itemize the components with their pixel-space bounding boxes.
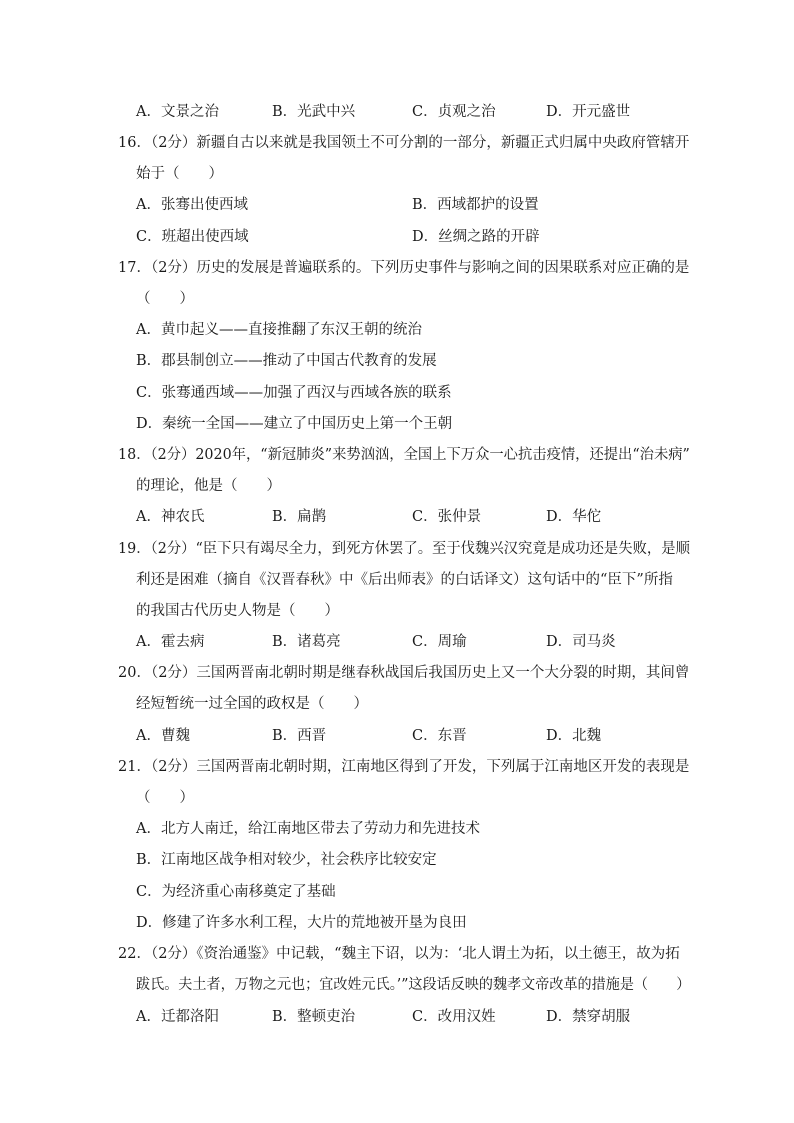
question-text: 22．（2分）《资治通鉴》中记载，“魏主下诏，以为：‘北人谓土为拓，以土德王，故为拓 [118, 946, 680, 962]
option-d: D．华佗 [546, 509, 602, 525]
option-b: B．整顿吏治 [272, 1009, 356, 1025]
option-d: D．丝绸之路的开辟 [412, 229, 540, 245]
option-c: C．改用汉姓 [412, 1009, 496, 1025]
question-text: 19．（2分）“臣下只有竭尽全力，到死方休罢了。至于伐魏兴汉究竟是成功还是失败，是顺 [118, 541, 690, 557]
question-text-cont: （ ） [136, 291, 194, 307]
option-a: A．迁都洛阳 [136, 1009, 219, 1025]
option-a: A．霍去病 [136, 634, 205, 650]
option-a: A．神农氏 [136, 509, 205, 525]
option-d: D．秦统一全国——建立了中国历史上第一个王朝 [136, 416, 453, 432]
option-b: B．诸葛亮 [272, 634, 341, 650]
option-b: B．江南地区战争相对较少，社会秩序比较安定 [136, 852, 437, 868]
option-d: D．北魏 [546, 728, 602, 744]
option-c: C．张仲景 [412, 509, 482, 525]
option-d: D．开元盛世 [546, 104, 631, 120]
question-text: 20．（2分）三国两晋南北朝时期是继春秋战国后我国历史上又一个大分裂的时期，其间曾 [118, 665, 690, 681]
option-c: C．班超出使西域 [136, 229, 249, 245]
option-a: A．曹魏 [136, 728, 190, 744]
question-text-cont: 跋氏。夫土者，万物之元也；宜改姓元氏。’”这段话反映的魏孝文帝改革的措施是（ ） [136, 977, 691, 993]
question-text-cont: 始于（ ） [136, 166, 223, 182]
option-a: A．北方人南迁，给江南地区带去了劳动力和先进技术 [136, 821, 480, 837]
option-b: B．扁鹊 [272, 509, 327, 525]
option-c: C．为经济重心南移奠定了基础 [136, 884, 336, 900]
option-a: A．张骞出使西域 [136, 197, 248, 213]
question-text-cont: 的我国古代历史人物是（ ） [136, 603, 339, 619]
option-d: D．司马炎 [546, 634, 616, 650]
question-text-cont: 利还是困难（摘自《汉晋春秋》中《后出师表》的白话译文）这句话中的“臣下”所指 [136, 572, 673, 588]
option-c: C．张骞通西域——加强了西汉与西域各族的联系 [136, 385, 452, 401]
option-c: C．周瑜 [412, 634, 467, 650]
option-b: B．郡县制创立——推动了中国古代教育的发展 [136, 353, 437, 369]
option-d: D．禁穿胡服 [546, 1009, 631, 1025]
option-a: A．文景之治 [136, 104, 219, 120]
question-text: 21．（2分）三国两晋南北朝时期，江南地区得到了开发，下列属于江南地区开发的表现是 [118, 759, 690, 775]
option-c: C．东晋 [412, 728, 467, 744]
option-b: B．西晋 [272, 728, 327, 744]
option-c: C．贞观之治 [412, 104, 496, 120]
question-text: 18．（2分）2020年，“新冠肺炎”来势汹汹，全国上下万众一心抗击疫情，还提出“治未病” [118, 447, 690, 463]
question-text-cont: 经短暂统一过全国的政权是（ ） [136, 696, 368, 712]
option-a: A．黄巾起义——直接推翻了东汉王朝的统治 [136, 322, 422, 338]
question-text: 17．（2分）历史的发展是普遍联系的。下列历史事件与影响之间的因果联系对应正确的是 [118, 260, 690, 276]
option-b: B．西域都护的设置 [412, 197, 539, 213]
question-text-cont: （ ） [136, 790, 194, 806]
option-b: B．光武中兴 [272, 104, 356, 120]
question-text-cont: 的理论，他是（ ） [136, 478, 281, 494]
option-d: D．修建了许多水利工程，大片的荒地被开垦为良田 [136, 915, 467, 931]
question-text: 16．（2分）新疆自古以来就是我国领土不可分割的一部分，新疆正式归属中央政府管辖开 [118, 135, 690, 151]
